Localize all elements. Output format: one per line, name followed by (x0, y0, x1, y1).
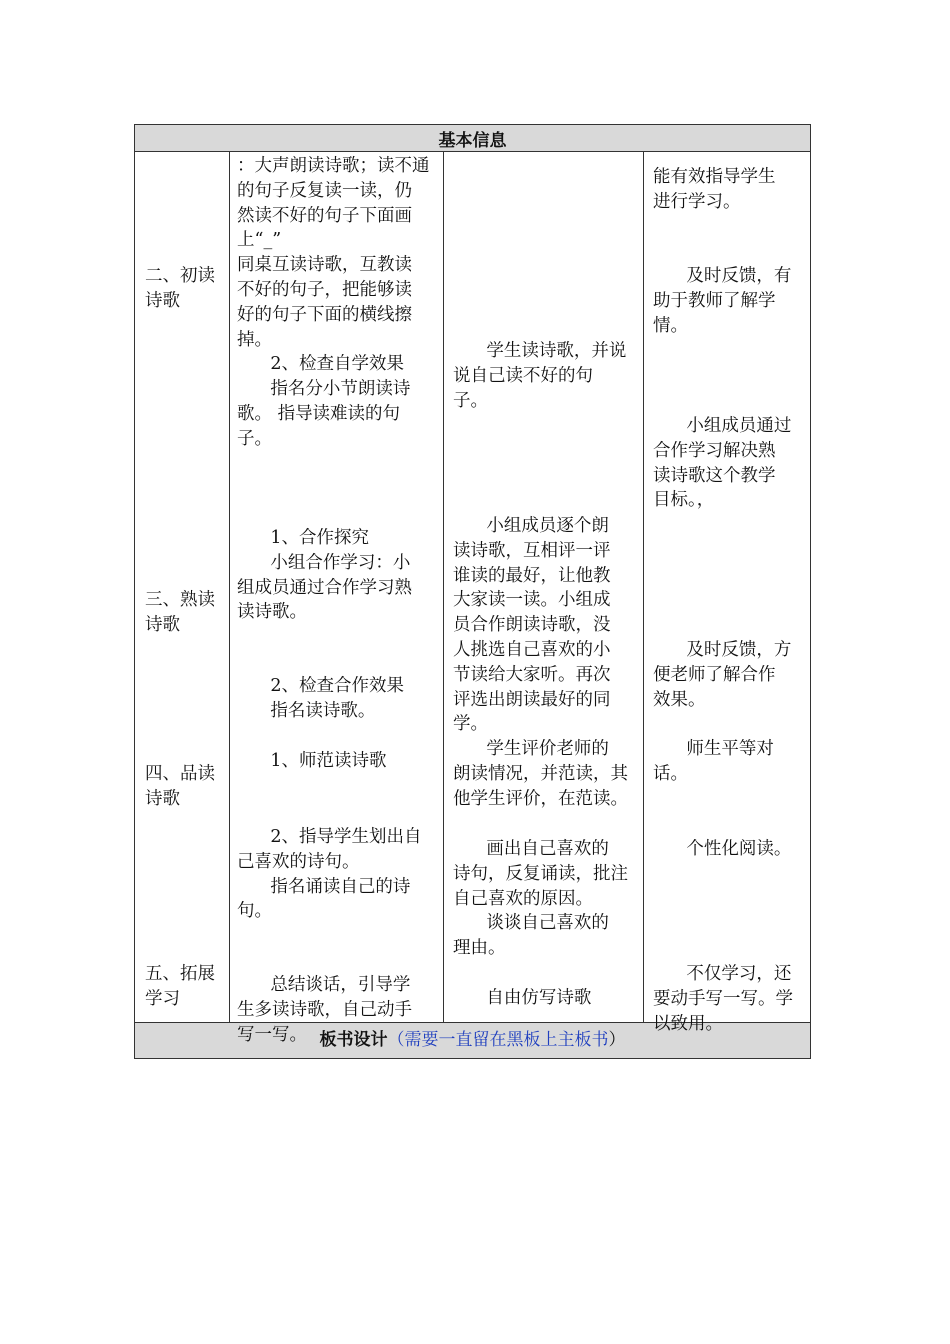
intent-cell: 及时反馈，方 便老师了解合作 效果。 (653, 640, 792, 710)
intent-cell: 不仅学习，还 要动手写一写。学 以致用。 (653, 964, 793, 1034)
student-activity-column (443, 152, 644, 1022)
stage-cell: 二、初读 诗歌 (145, 266, 215, 311)
board-design-close-paren: ） (608, 1030, 626, 1050)
teacher-cell: 总结谈话，引导学 生多读诗歌，自己动手 写一写。 (237, 975, 412, 1045)
teacher-cell: ：大声朗读诗歌；读不通 的句子反复读一读，仍 然读不好的句子下面画 上“_” 同桌互读诗歌，互教读 不好的句子，把能够读 好的句子下面的横线擦 掉。 2、检查自学效果 指名分小节朗读诗 歌。 指导读难读的句 子。 (237, 156, 430, 449)
stage-cell: 四、品读 诗歌 (145, 764, 215, 809)
stage-column (135, 152, 230, 1022)
board-design-title: 板书设计 (319, 1030, 388, 1050)
design-intent-column (643, 152, 810, 1034)
intent-cell: 小组成员通过 合作学习解决熟 读诗歌这个教学 目标。， (653, 416, 792, 511)
intent-cell: 师生平等对 话。 (653, 739, 774, 784)
lesson-plan-table (134, 124, 811, 1059)
stage-cell: 三、熟读 诗歌 (145, 590, 215, 635)
student-cell: 画出自己喜欢的 诗句，反复诵读，批注 自己喜欢的原因。 谈谈自己喜欢的 理由。 (453, 839, 628, 959)
teacher-cell: 2、指导学生划出自 己喜欢的诗句。 指名诵读自己的诗 句。 (237, 827, 422, 922)
stage-cell: 五、拓展 学习 (145, 964, 215, 1009)
board-design-note: 需要一直留在黑板上主板书 (404, 1030, 609, 1050)
teacher-cell: 2、检查合作效果 指名读诗歌。 (270, 676, 405, 721)
student-cell: 自由仿写诗歌 (453, 988, 592, 1008)
intent-cell: 及时反馈，有 助于教师了解学 情。 (653, 266, 792, 336)
board-design-open-paren: （ (387, 1030, 405, 1050)
table-header: 基本信息 (135, 125, 810, 152)
teacher-cell: 1、合作探究 小组合作学习：小 组成员通过合作学习熟 读诗歌。 (237, 528, 412, 623)
intent-cell: 能有效指导学生 进行学习。 (653, 167, 776, 212)
student-cell: 学生评价老师的 朗读情况，并范读，其 他学生评价，在范读。 (453, 739, 628, 809)
student-cell: 学生读诗歌，并说 说自己读不好的句 子。 (453, 341, 627, 411)
student-cell: 小组成员逐个朗 读诗歌，互相评一评 谁读的最好，让他教 大家读一读。小组成 员合作朗读诗歌，没 人挑选自己喜欢的小 节读给大家听。再次 评选出朗读最好的同 学。 (453, 516, 611, 735)
teacher-cell: 1、师范读诗歌 (237, 751, 387, 771)
intent-cell: 个性化阅读。 (653, 839, 792, 859)
